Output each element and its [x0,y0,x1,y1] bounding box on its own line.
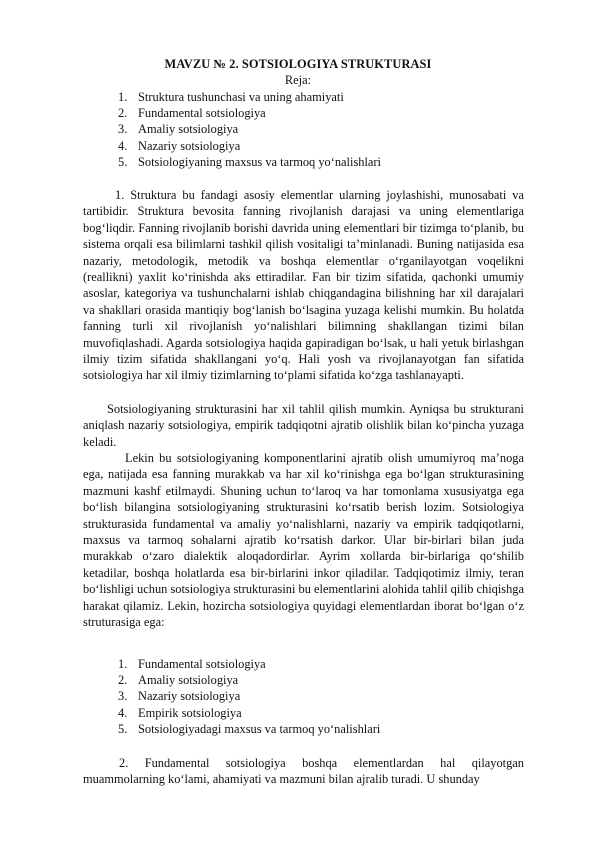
paragraph-structure-analysis: Sotsiologiyaning strukturasini har xil tahlil qilish mumkin. Ayniqsa bu strukturani aniqlash nazariy sotsiologiya, empirik tadqiqotni ajratib olishlik bilan ko‘pincha yuzaga keladi. [83,402,524,449]
plan-item: 1. Struktura tushunchasi va uning ahamiyati [118,90,344,104]
elements-item: 3. Nazariy sotsiologiya [118,689,241,704]
paragraph-structure-definition: 1. Struktura bu fandagi asosiy elementlar ularning joylashishi, munosabati va tartibidir. Struktura bevosita fanning rivojlanish darajasi va uning elementlariga bog‘liqdir. Fanning rivojlanib borishi davrida uning elementlari bir tizimga to‘planib, bu sistema orqali esa bilimlarni tashkil qilish vositaligi ta’minlanadi. Buning natijasida esa nazariy, metodologik, metodik va boshqa elementlar o‘rganilayotgan voqelikni (reallikni) yaxlit ko‘rinishda aks ettiradilar. Fan bir tizim sifatida, qachonki umumiy asoslar, kategoriya va tushunchalarni ishlab chiqgandagina bilishning har xil darajalari va shakllari orasida mantiqiy bog‘lanish bo‘lsagina yuzaga kelishi mumkin. Bu holatda fanning turli xil rivojlanish yo‘nalishlari bilimning shakllangan tizimi bilan muvofiqlashadi. Agarda sotsiologiya haqida gapiradigan bo‘lsak, u hali yetuk birlashgan ilmiy tizim sifatida shakllangani yo‘q. Hali yosh va rivojlanayotgan fan sifatida sotsiologiya har xil ilmiy tizimlarning to‘plami sifatida ko‘zga tashlanayapti. [83,188,524,383]
paragraph-fundamental-sociology: 2. Fundamental sotsiologiya boshqa elementlardan hal qilayotgan muammolarning ko‘lami, ahamiyati va mazmuni bilan ajralib turadi. U shunday [83,756,524,787]
plan-item: 2. Fundamental sotsiologiya [118,106,266,121]
plan-item: 4. Nazariy sotsiologiya [118,138,241,153]
elements-list [118,656,380,737]
elements-item: 4. Empirik sotsiologiya [118,705,242,720]
plan-item: 3. Amaliy sotsiologiya [118,122,239,137]
plan-list [118,89,381,170]
paragraph-components: Lekin bu sotsiologiyaning komponentlarini ajratib olish umumiyroq ma’noga ega, natijada esa fanning murakkab va har xil ko‘rinishga ega bo‘lgan strukturasining mazmuni kashf etilmaydi. Shuning uchun to‘laroq va har tomonlama xususiyatga ega bo‘lish bilangina sotsiologiyaning strukturasini ko‘rsatib berish lozim. Sotsiologiya strukturasida fundamental va amaliy yo‘nalishlarni, nazariy va empirik tadqiqotlarni, maxsus va tarmoq sohalarni ajratib ko‘rsatish darkor. Ular bir-birlari bilan juda murakkab o‘zaro dialektik aloqadordirlar. Ayrim xollarda bir-birlariga qo‘shilib ketadilar, boshqa holatlarda esa bir-birlarini inkor qiladilar. Tadqiqotimiz ilmiy, teran bo‘lishligi uchun sotsiologiya strukturasini bu elementlarini alohida tahlil qilib chiqishga harakat qilamiz. Lekin, hozircha sotsiologiya quyidagi elementlardan iborat bo‘lgan o‘z struturasiga ega: [83,451,524,630]
elements-item: 5. Sotsiologiyadagi maxsus va tarmoq yo‘nalishlari [118,721,381,736]
plan-item: 5. Sotsiologiyaning maxsus va tarmoq yo‘nalishlari [118,154,381,169]
elements-item: 1. Fundamental sotsiologiya [118,657,266,671]
plan-heading: Reja: [284,73,312,87]
document-title: MAVZU № 2. SOTSIOLOGIYA STRUKTURASI [164,57,432,71]
elements-item: 2. Amaliy sotsiologiya [118,673,239,688]
